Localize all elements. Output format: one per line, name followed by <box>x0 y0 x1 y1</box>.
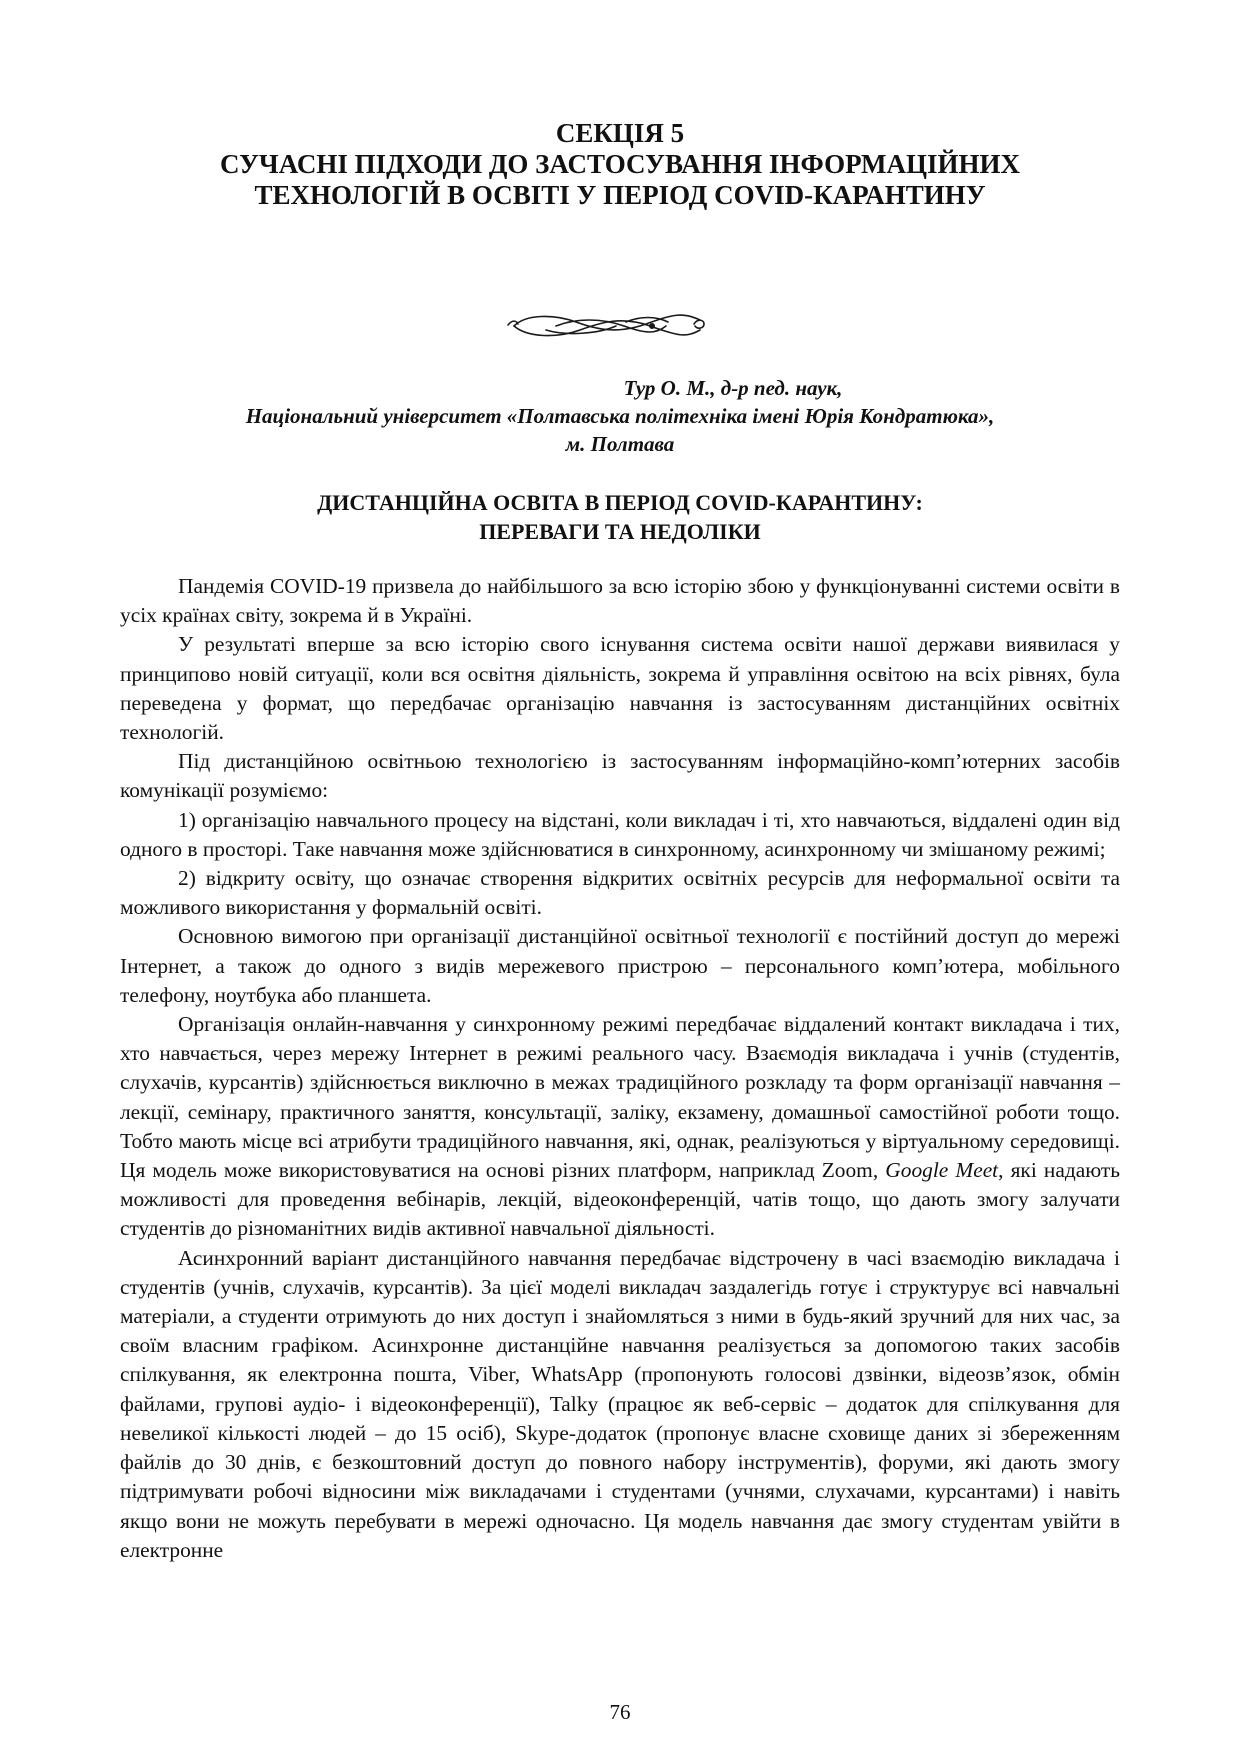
section-number: СЕКЦІЯ 5 <box>555 118 685 148</box>
paragraph-5-text-a: Організація онлайн-навчання у синхронному режимі передбачає віддалений контакт викладача і тих, хто навчається, через мережу Інтернет в режимі реального часу. Взаємодія викладача і учнів (студентів, слухачів, курсантів) здійснюється виключно в межах традиційного розкладу та форм організації навчання – лекції, семінару, практичного заняття, консультації, заліку, екзамену, домашньої самостійної роботи тощо. Тобто мають місце всі атрибути традиційного навчання, які, однак, реалізуються у віртуальному середовищі. Ця модель може використовуватися на основі різних платформ, наприклад Zoom, <box>120 1012 1120 1183</box>
paragraph-5-text-b: , які надають можливості для проведення вебінарів, лекцій, відеоконференцій, чатів тощо, що дають змогу залучати студентів до різноманітних видів активної навчальної діяльності. <box>120 1158 1121 1241</box>
author-block <box>120 374 1120 458</box>
paragraph-6: Асинхронний варіант дистанційного навчання передбачає відстрочену в часі взаємодію викладача і студентів (учнів, слухачів, курсантів). За цієї моделі викладач заздалегідь готує і структурує всі навчальні матеріали, а студенти отримують до них доступ і знайомляться з ними в будь-який зручний для них час, за своїм власним графіком. Асинхронне дистанційне навчання реалізується за допомогою таких засобів спілкування, як електронна пошта, Viber, WhatsApp (пропонують голосові дзвінки, відеозв’язок, обмін файлами, групові аудіо- і відеоконференції), Talky (працює як веб-сервіс – додаток для спілкування для невеликої кількості людей – до 15 осіб), Skype-додаток (пропонує власне сховище даних зі збереженням файлів до 30 днів, є безкоштовний доступ до повного набору інструментів), форуми, які дають змогу підтримувати робочі відносини між викладачами і студентами (учнями, слухачами, курсантами) і навіть якщо вони не можуть перебувати в мережі одночасно. Ця модель навчання дає змогу студентам увійти в електронне <box>120 1245 1120 1562</box>
author-name: Тур О. М., д-р пед. наук, <box>623 376 843 400</box>
paragraph-4: Основною вимогою при організації дистанційної освітньої технології є постійний доступ до мережі Інтернет, а також до одного з видів мережевого пристрою – персонального комп’ютера, мобільного телефону, ноутбука або планшета. <box>120 924 1120 1007</box>
google-meet-term: Google Meet <box>885 1158 999 1183</box>
list-item-1: 1) організацію навчального процесу на відстані, коли викладач і ті, хто навчаються, віддалені один від одного в просторі. Таке навчання може здійснюватися в синхронному, асинхронному чи змішаному режимі; <box>120 807 1120 861</box>
author-city: м. Полтава <box>565 432 675 456</box>
paragraph-3: Під дистанційною освітньою технологією із застосуванням інформаційно-комп’ютерних засобів комунікації розуміємо: <box>120 749 1120 803</box>
section-title-line-1: СУЧАСНІ ПІДХОДИ ДО ЗАСТОСУВАННЯ ІНФОРМАЦІЙНИХ <box>219 149 1021 179</box>
article-title-line-2: ПЕРЕВАГИ ТА НЕДОЛІКИ <box>479 519 761 544</box>
flourish-ornament-icon <box>506 308 706 344</box>
section-title-line-2: ТЕХНОЛОГІЙ В ОСВІТІ У ПЕРІОД COVID-КАРАНТИНУ <box>254 180 986 210</box>
section-header <box>120 118 1120 211</box>
author-affiliation: Національний університет «Полтавська політехніка імені Юрія Кондратюка», <box>245 404 995 428</box>
article-title-line-1: ДИСТАНЦІЙНА ОСВІТА В ПЕРІОД COVID-КАРАНТИНУ: <box>317 490 923 515</box>
paragraph-5 <box>120 1010 1120 1244</box>
article-title <box>120 488 1120 546</box>
page-number: 76 <box>609 1700 631 1724</box>
paragraph-2: У результаті вперше за всю історію свого існування система освіти нашої держави виявилася у принципово новій ситуації, коли вся освітня діяльність, зокрема й управління освітою на всіх рівнях, була переведена у формат, що передбачає організацію навчання із застосуванням дистанційних освітніх технологій. <box>120 632 1120 745</box>
list-item-2: 2) відкриту освіту, що означає створення відкритих освітніх ресурсів для неформальної освіти та можливого використання у формальній освіті. <box>120 866 1120 920</box>
article-body <box>120 572 1120 1565</box>
paragraph-1: Пандемія COVID-19 призвела до найбільшого за всю історію збою у функціонуванні системи освіти в усіх країнах світу, зокрема й в Україні. <box>120 574 1120 628</box>
